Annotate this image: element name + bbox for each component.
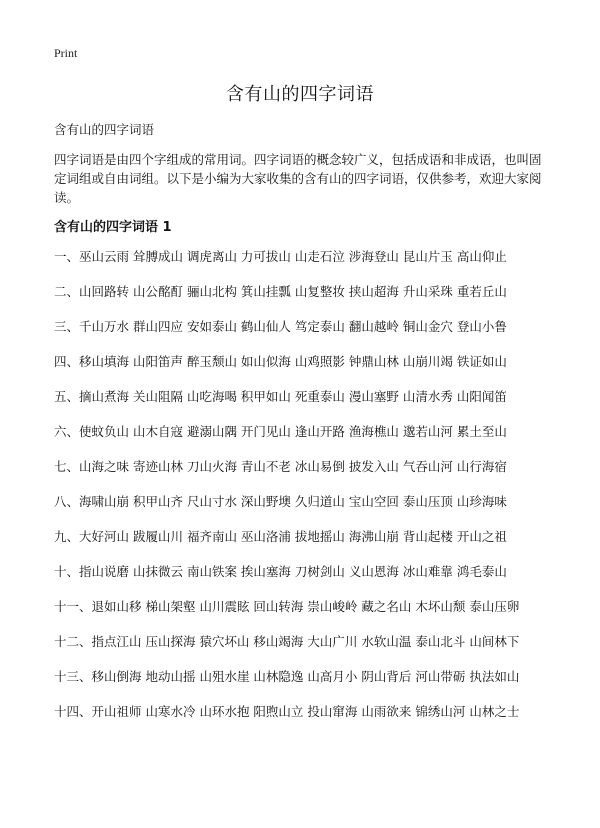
idiom-list-item: 十、指山说磨 山抹微云 南山铁案 挨山塞海 刀树剑山 义山恩海 冰山难靠 鸿毛泰山 bbox=[54, 564, 507, 579]
idiom-list-item: 二、山回路转 山公酩酊 骊山北构 箕山挂瓢 山复整妆 挟山超海 升山采珠 重若丘山 bbox=[54, 284, 507, 299]
idiom-list-item: 一、巫山云雨 耸膊成山 调虎离山 力可拔山 山走石泣 涉海登山 昆山片玉 高山仰止 bbox=[54, 249, 507, 264]
idiom-list-item: 十三、移山倒海 地动山摇 山殂水崖 山林隐逸 山高月小 阴山背后 河山带砺 执法如山 bbox=[54, 669, 520, 684]
idiom-list-item: 十二、指点江山 压山探海 猿穴坏山 移山竭海 大山广川 水软山温 泰山北斗 山间林下 bbox=[54, 634, 520, 649]
idiom-list-item: 七、山海之味 寄迹山林 刀山火海 青山不老 冰山易倒 披发入山 气吞山河 山行海宿 bbox=[54, 459, 507, 474]
idiom-list-item: 十一、退如山移 梯山架壑 山川震眩 回山转海 崇山峻岭 藏之名山 木坏山颓 泰山压卵 bbox=[54, 599, 520, 614]
idiom-list-item: 十四、开山祖师 山寒水冷 山环水抱 阳煦山立 投山窜海 山雨欲来 锦绣山河 山林之士 bbox=[54, 704, 520, 719]
idiom-list-item: 三、千山万水 群山四应 安如泰山 鹤山仙人 笃定泰山 翻山越岭 铜山金穴 登山小鲁 bbox=[54, 319, 507, 334]
page-title: 含有山的四字词语 bbox=[226, 84, 374, 105]
idiom-list-item: 五、摘山煮海 关山阻隔 山吃海喝 积甲如山 死重泰山 漫山塞野 山清水秀 山阳闻笛 bbox=[54, 389, 507, 404]
idiom-list-item: 八、海啸山崩 积甲山齐 尺山寸水 深山野墺 久归道山 宝山空回 泰山压顶 山珍海味 bbox=[54, 494, 507, 509]
idiom-list-item: 九、大好河山 跋履山川 福齐南山 巫山洛浦 拔地摇山 海沸山崩 背山起楼 开山之祖 bbox=[54, 529, 507, 544]
section-heading: 含有山的四字词语 1 bbox=[54, 220, 172, 235]
print-label: Print bbox=[54, 46, 78, 60]
intro-paragraph: 四字词语是由四个字组成的常用词。四字词语的概念较广义，包括成语和非成语，也叫固定词组或自由词组。以下是小编为大家收集的含有山的四字词语，仅供参考，欢迎大家阅读。 bbox=[54, 152, 542, 205]
idiom-list bbox=[54, 248, 548, 738]
page-subtitle: 含有山的四字词语 bbox=[54, 122, 155, 137]
idiom-list-item: 六、使蚊负山 山木自寇 避溺山隅 开门见山 逢山开路 渔海樵山 邈若山河 累土至山 bbox=[54, 424, 507, 439]
idiom-list-item: 四、移山填海 山阳笛声 醉玉颓山 如山似海 山鸡照影 钟鼎山林 山崩川竭 铁证如山 bbox=[54, 354, 507, 369]
